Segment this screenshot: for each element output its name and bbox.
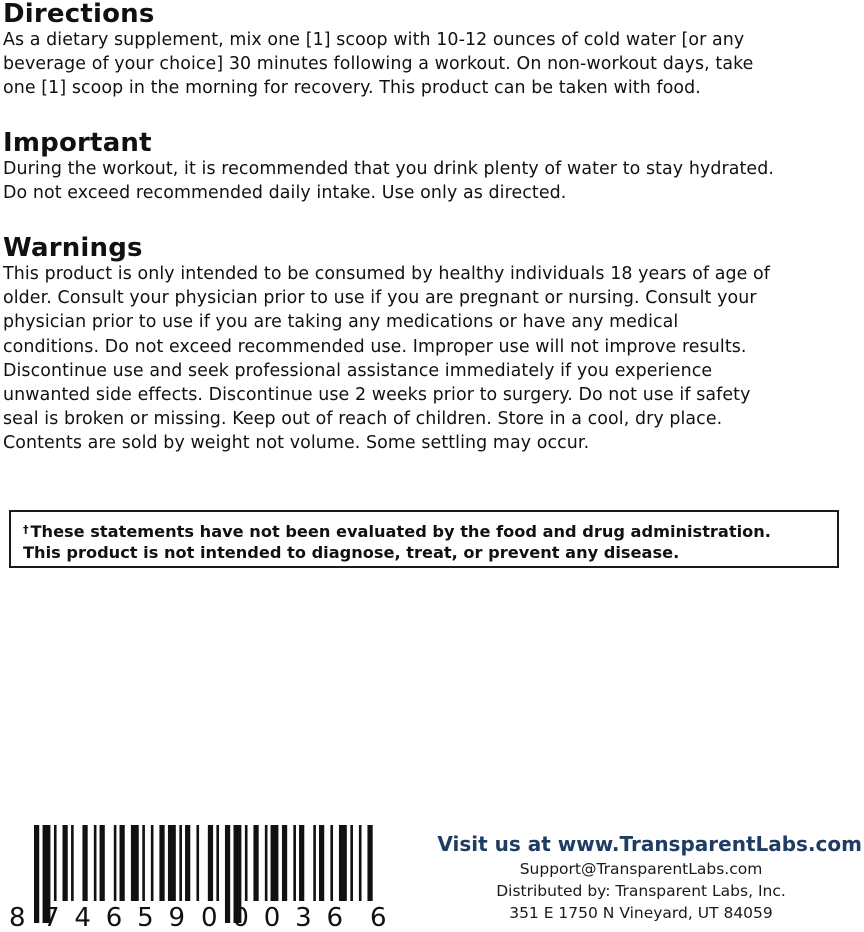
barcode-bar [265, 825, 268, 901]
barcode-bar [168, 825, 176, 901]
distributor-line: Distributed by: Transparent Labs, Inc. [496, 882, 786, 900]
contact-block [410, 830, 862, 924]
dagger-symbol: † [23, 523, 29, 536]
barcode-bar [208, 825, 213, 901]
barcode-bar [82, 825, 87, 901]
warnings-heading: Warnings [3, 233, 143, 263]
barcode-bar [34, 825, 39, 923]
barcode-bar [313, 825, 316, 901]
barcode-group-left: 74659 [43, 903, 185, 931]
barcode-bar [339, 825, 347, 901]
barcode-bar [271, 825, 279, 901]
barcode-bar [71, 825, 74, 901]
barcode-bar [196, 825, 199, 901]
disclaimer-line-2: This product is not intended to diagnose, treat, or prevent any disease. [23, 543, 680, 562]
disclaimer-text-1: These statements have not been evaluated by the food and drug administration. [30, 522, 771, 541]
barcode-bar [179, 825, 182, 901]
barcode-bar [120, 825, 125, 901]
barcode-digit-first: 8 [9, 903, 26, 931]
important-section [3, 129, 861, 205]
barcode-bar [350, 825, 353, 901]
barcode-bar [100, 825, 105, 901]
barcode-bar [282, 825, 287, 901]
barcode-bar [63, 825, 68, 901]
barcode-bar [185, 825, 190, 901]
directions-text: As a dietary supplement, mix one [1] scoop with 10-12 ounces of cold water [or any beverage of your choice] 30 minutes following a workout. On non-workout days, take one [1] scoop in the morning for recovery. This product can be taken with food. [3, 30, 754, 99]
barcode-digit-last: 6 [370, 903, 387, 931]
directions-heading: Directions [3, 0, 155, 29]
barcode-bar [299, 825, 304, 901]
barcode-bar [245, 825, 248, 901]
barcode-bar [94, 825, 97, 901]
barcode-bar [367, 825, 372, 901]
barcode-bar [330, 825, 333, 901]
barcode-bar [319, 825, 324, 901]
barcode-group-right: 00036 [201, 903, 343, 931]
barcode-bar [159, 825, 164, 901]
disclaimer-line-1 [23, 519, 827, 542]
warnings-text: This product is only intended to be consumed by healthy individuals 18 years of age of older. Consult your physician prior to use if you are pregnant or nursing. Consult your physician prior to use if you are taking any medications or have any medical conditions. Do not exceed recommended use. Improper use will not improve results. Discontinue use and seek professional assistance immediately if you experience unwanted side effects. Discontinue use 2 weeks prior to surgery. Do not use if safety seal is broken or missing. Keep out of reach of children. Store in a cool, dry place. Contents are sold by weight not volume. Some settling may occur. [3, 264, 771, 454]
address-line: 351 E 1750 N Vineyard, UT 84059 [509, 904, 773, 922]
barcode-bar [114, 825, 117, 901]
barcode-bar [54, 825, 57, 901]
directions-section [3, 0, 861, 101]
barcode-bar [225, 825, 230, 923]
support-email[interactable]: Support@TransparentLabs.com [519, 860, 763, 878]
barcode-bar [293, 825, 296, 901]
important-text: During the workout, it is recommended that you drink plenty of water to stay hydrated. Do not exceed recommended daily intake. Use only as directed. [3, 159, 774, 204]
fda-disclaimer-box [9, 510, 839, 568]
barcode-bar [131, 825, 139, 901]
barcode-bar [142, 825, 145, 901]
important-heading: Important [3, 128, 152, 158]
barcode-bar [359, 825, 362, 901]
upc-barcode [8, 825, 390, 931]
warnings-section [3, 234, 861, 456]
barcode-bar [216, 825, 219, 901]
barcode-bar [151, 825, 154, 901]
website-link[interactable]: Visit us at www.TransparentLabs.com [437, 832, 862, 856]
barcode-bar [253, 825, 258, 901]
